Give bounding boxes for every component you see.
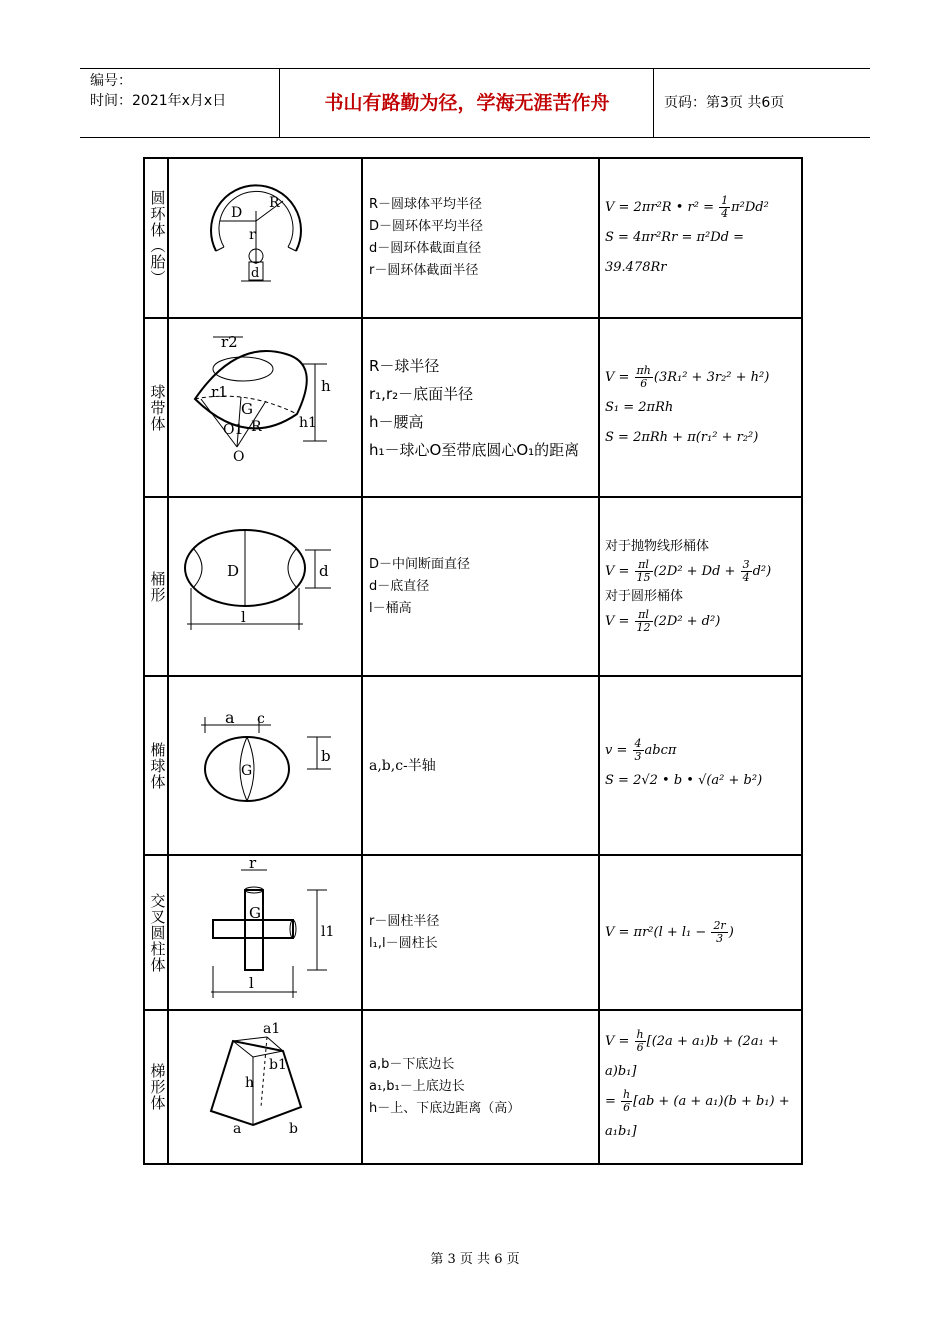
variable-def: a,b－下底边长: [369, 1057, 455, 1072]
variable-def: r－圆柱半径: [369, 913, 440, 929]
page-label: 页码：第3页 共6页: [664, 95, 785, 111]
ellipsoid-figure: [171, 677, 363, 854]
trapezoid-solid-figure: [171, 1011, 363, 1163]
fig-label: O1: [223, 422, 244, 438]
variable-def: h－上、下底边距离（高）: [369, 1101, 521, 1116]
formula-volume: V = πr²(l + l₁ − $\frac{2r}{3}$ ): [605, 918, 734, 945]
fig-label: D: [227, 562, 240, 580]
table-row: [145, 856, 801, 1009]
page-footer: 第 3 页 共 6 页: [430, 1252, 520, 1267]
fig-label: h1: [299, 415, 317, 431]
formula-surface: S = 2πRh + π(r₁² + r₂²): [605, 429, 759, 445]
variable-list: [365, 498, 599, 675]
variable-def: d－圆环体截面直径: [369, 241, 482, 256]
fig-label: r2: [221, 333, 238, 351]
variable-list: [365, 159, 599, 317]
fig-label: G: [241, 400, 253, 418]
header-left: [80, 69, 280, 137]
cross-cylinder-figure: [171, 856, 363, 1009]
fig-label: l: [249, 974, 254, 992]
fig-label: r1: [211, 383, 228, 401]
formula-cell: [601, 159, 801, 317]
shape-name: 球带体: [148, 383, 167, 432]
page-header: [80, 68, 870, 138]
fig-label: b: [321, 747, 331, 765]
fig-label: G: [249, 904, 261, 922]
fig-label: a: [225, 708, 235, 727]
fig-label: G: [241, 763, 253, 779]
time-label: 时间：2021年x月x日: [90, 93, 227, 109]
formula-volume: V = $\frac{h}{6}$ [(2a + a₁)b + (2a₁ + a)b₁]: [605, 1028, 779, 1079]
fig-label: b1: [269, 1057, 287, 1073]
torus-figure: [171, 159, 363, 317]
formula-cell: [601, 319, 801, 496]
formula-surface: S = 4πr²Rr = π²Dd = 39.478Rr: [605, 230, 744, 275]
fig-label: R: [251, 419, 262, 435]
barrel-figure: [171, 498, 363, 675]
variable-def: l₁,l－圆柱长: [369, 935, 438, 951]
formula-cell: [601, 498, 801, 675]
variable-def: h₁－球心O至带底圆心O₁的距离: [369, 440, 580, 459]
formula-caption: 对于抛物线形桶体: [605, 538, 710, 554]
fig-label: a: [233, 1121, 242, 1137]
variable-list: [365, 677, 599, 854]
table-row: [145, 319, 801, 496]
table-row: [145, 159, 801, 317]
formula-table: [143, 157, 803, 1165]
variable-def: h－腰高: [369, 412, 424, 431]
shape-name: 圆环体（胎）: [148, 190, 167, 286]
table-row: [145, 498, 801, 675]
fig-label: h: [245, 1075, 255, 1091]
variable-def: d－底直径: [369, 578, 430, 594]
fig-label: R: [269, 195, 280, 211]
shape-name: 桶形: [148, 570, 167, 603]
fig-label: d: [319, 562, 329, 580]
formula-volume-alt: = $\frac{h}{6}$ [ab + (a + a₁)(b + b₁) + a₁b₁]: [605, 1088, 790, 1139]
motto: 书山有路勤为径，学海无涯苦作舟: [281, 69, 654, 137]
variable-def: r－圆环体截面半径: [369, 263, 479, 278]
fig-label: l1: [321, 924, 335, 940]
variable-def: R－圆球体平均半径: [369, 197, 483, 212]
variable-def: l－桶高: [369, 600, 412, 616]
fig-label: D: [231, 205, 243, 221]
formula-cell: [601, 856, 801, 1009]
fig-label: d: [251, 266, 260, 281]
variable-def: D－圆环体平均半径: [369, 219, 484, 234]
fig-label: O: [233, 449, 245, 465]
shape-name: 椭球体: [148, 741, 167, 790]
variable-def: a,b,c-半轴: [369, 757, 436, 774]
fig-label: l: [241, 608, 246, 626]
formula-caption: 对于圆形桶体: [605, 588, 684, 604]
variable-list: [365, 1011, 599, 1163]
formula-volume: V = $\frac{\pi h}{6}$ (3R₁² + 3r₂² + h²): [605, 363, 770, 390]
table-row: [145, 677, 801, 854]
formula-cell: [601, 1011, 801, 1163]
shape-name: 交叉圆柱体: [148, 892, 167, 973]
variable-list: [365, 319, 599, 496]
formula-cell: [601, 677, 801, 854]
table-row: [145, 1011, 801, 1163]
shape-name: 梯形体: [148, 1063, 167, 1111]
fig-label: a1: [263, 1021, 281, 1037]
fig-label: b: [289, 1121, 298, 1137]
fig-label: r: [249, 227, 256, 243]
variable-def: R－球半径: [369, 356, 440, 375]
spherical-zone-figure: [171, 319, 363, 496]
variable-def: D－中间断面直径: [369, 556, 471, 572]
formula-volume: V = 2πr²R • r² = $\frac{1}{4}$ π²Dd²: [605, 194, 769, 220]
formula-lateral: S₁ = 2πRh: [605, 399, 674, 415]
formula-surface: S = 2√2 • b • √(a² + b²): [605, 772, 763, 788]
number-label: 编号：: [90, 73, 132, 89]
formula-volume: V = $\frac{\pi l}{12}$ (2D² + d²): [605, 607, 721, 634]
variable-def: a₁,b₁－上底边长: [369, 1079, 465, 1094]
fig-label: c: [257, 711, 265, 727]
fig-label: h: [321, 377, 331, 395]
formula-volume: v = $\frac{4}{3}$ abcπ: [605, 736, 677, 763]
variable-list: [365, 856, 599, 1009]
formula-volume: V = $\frac{\pi l}{15}$ (2D² + Dd + $\frac{3}{4}$ d²): [605, 557, 772, 584]
fig-label: r: [249, 856, 257, 872]
variable-def: r₁,r₂－底面半径: [369, 384, 474, 403]
